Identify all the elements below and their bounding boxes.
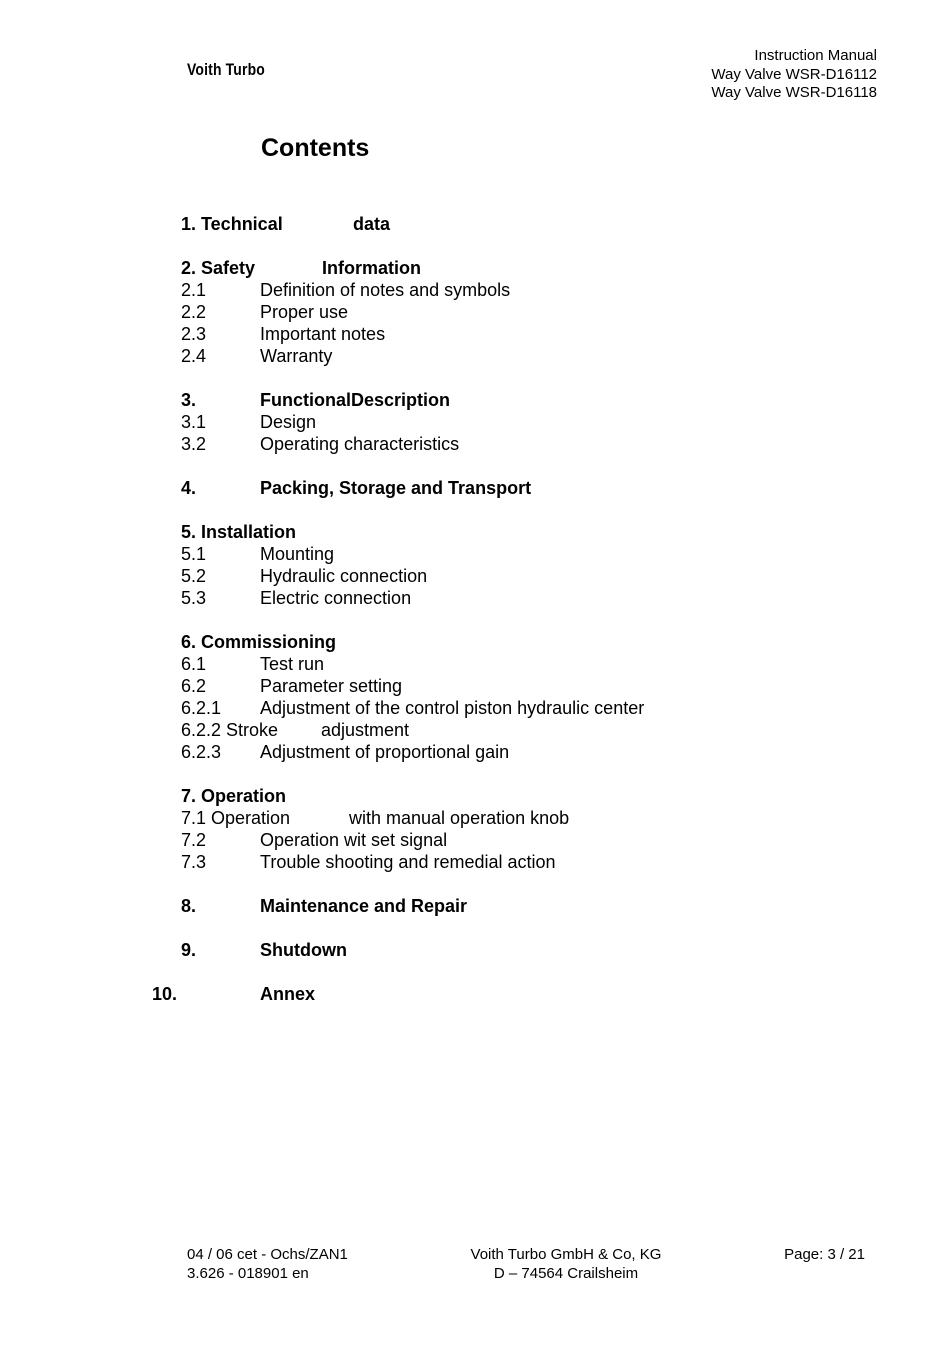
toc-num: 5. Installation — [181, 522, 297, 542]
toc-item-5-3[interactable] — [181, 587, 821, 609]
toc-text: with manual operation knob — [349, 808, 570, 828]
toc-text: Shutdown — [260, 940, 347, 960]
toc-item-6-2-3[interactable] — [181, 741, 821, 763]
footer-date-author: 04 / 06 cet - Ochs/ZAN1 — [187, 1246, 348, 1263]
toc-item-3-2[interactable] — [181, 433, 821, 455]
footer-page-number — [784, 1245, 865, 1264]
toc-section-4[interactable] — [181, 477, 821, 499]
toc-num: 5.3 — [181, 588, 207, 608]
toc-num: 4. — [181, 478, 197, 498]
toc-num: 7. Operation — [181, 786, 287, 806]
toc-text: Operation wit set signal — [260, 830, 448, 850]
toc-item-6-1[interactable] — [181, 653, 821, 675]
toc-num: 3.1 — [181, 412, 207, 432]
header-line-valve-1: Way Valve WSR-D16112 — [711, 65, 877, 83]
footer-doc-info — [187, 1245, 348, 1283]
page-number: Page: 3 / 21 — [784, 1246, 865, 1263]
toc-item-7-1[interactable] — [181, 807, 821, 829]
company-logo: Voith Turbo — [187, 60, 265, 79]
toc-num: 2.2 — [181, 302, 207, 322]
toc-text: Design — [260, 412, 317, 432]
toc-text: Electric connection — [260, 588, 412, 608]
toc-text: Annex — [260, 984, 316, 1004]
toc-num: 3.2 — [181, 434, 207, 454]
toc-text: Packing, Storage and Transport — [260, 478, 532, 498]
toc-section-1[interactable] — [181, 213, 821, 235]
toc-item-2-3[interactable] — [181, 323, 821, 345]
toc-text: Hydraulic connection — [260, 566, 428, 586]
toc-num: 9. — [181, 940, 197, 960]
document-header — [711, 47, 877, 103]
toc-section-5[interactable] — [181, 521, 821, 543]
toc-item-7-3[interactable] — [181, 851, 821, 873]
header-line-valve-2: Way Valve WSR-D16118 — [711, 84, 877, 101]
toc-text: adjustment — [321, 720, 410, 740]
toc-num: 6.2.2 Stroke — [181, 720, 279, 740]
footer-company-address: D – 74564 Crailsheim — [493, 1265, 639, 1282]
toc-text: Parameter setting — [260, 676, 403, 696]
toc-text: Adjustment of the control piston hydraulic center — [260, 698, 645, 718]
toc-text: FunctionalDescription — [260, 390, 451, 410]
toc-text: Warranty — [260, 346, 333, 366]
toc-section-3[interactable] — [181, 389, 821, 411]
toc-num: 2.4 — [181, 346, 207, 366]
toc-num: 1. Technical — [181, 214, 283, 234]
toc-text: Trouble shooting and remedial action — [260, 852, 556, 872]
toc-text: Test run — [260, 654, 325, 674]
toc-section-2[interactable] — [181, 257, 821, 279]
toc-item-5-1[interactable] — [181, 543, 821, 565]
toc-text: Maintenance and Repair — [260, 896, 468, 916]
toc-num: 6.1 — [181, 654, 207, 674]
toc-text: Adjustment of proportional gain — [260, 742, 510, 762]
footer-company — [466, 1245, 666, 1283]
toc-num: 2.1 — [181, 280, 207, 300]
toc-num: 2. Safety — [181, 258, 256, 278]
toc-section-8[interactable] — [181, 895, 821, 917]
toc-num: 5.2 — [181, 566, 207, 586]
toc-text: Important notes — [260, 324, 386, 344]
toc-item-6-2-1[interactable] — [181, 697, 821, 719]
toc-text: Definition of notes and symbols — [260, 280, 511, 300]
toc-num: 10. — [152, 984, 178, 1004]
toc-item-6-2-2[interactable] — [181, 719, 821, 741]
toc-item-2-4[interactable] — [181, 345, 821, 367]
header-line-manual: Instruction Manual — [754, 47, 877, 64]
toc-text: data — [353, 214, 391, 234]
toc-item-2-1[interactable] — [181, 279, 821, 301]
table-of-contents — [152, 213, 821, 1005]
toc-num: 5.1 — [181, 544, 207, 564]
toc-num: 7.2 — [181, 830, 207, 850]
toc-text: Information — [322, 258, 421, 278]
page-title: Contents — [261, 134, 370, 162]
toc-item-7-2[interactable] — [181, 829, 821, 851]
toc-text: Proper use — [260, 302, 349, 322]
toc-text: Operating characteristics — [260, 434, 460, 454]
footer-doc-number: 3.626 - 018901 en — [187, 1265, 309, 1282]
toc-item-3-1[interactable] — [181, 411, 821, 433]
toc-num: 7.3 — [181, 852, 207, 872]
toc-num: 6.2.1 — [181, 698, 222, 718]
toc-num: 2.3 — [181, 324, 207, 344]
toc-section-9[interactable] — [181, 939, 821, 961]
toc-item-5-2[interactable] — [181, 565, 821, 587]
toc-num: 7.1 Operation — [181, 808, 291, 828]
toc-num: 6. Commissioning — [181, 632, 337, 652]
toc-num: 8. — [181, 896, 197, 916]
toc-num: 3. — [181, 390, 197, 410]
toc-item-6-2[interactable] — [181, 675, 821, 697]
toc-num: 6.2.3 — [181, 742, 222, 762]
toc-section-6[interactable] — [181, 631, 821, 653]
toc-section-7[interactable] — [181, 785, 821, 807]
toc-text: Mounting — [260, 544, 335, 564]
toc-section-10[interactable] — [152, 983, 821, 1005]
footer-company-name: Voith Turbo GmbH & Co, KG — [470, 1246, 662, 1263]
toc-num: 6.2 — [181, 676, 207, 696]
toc-item-2-2[interactable] — [181, 301, 821, 323]
